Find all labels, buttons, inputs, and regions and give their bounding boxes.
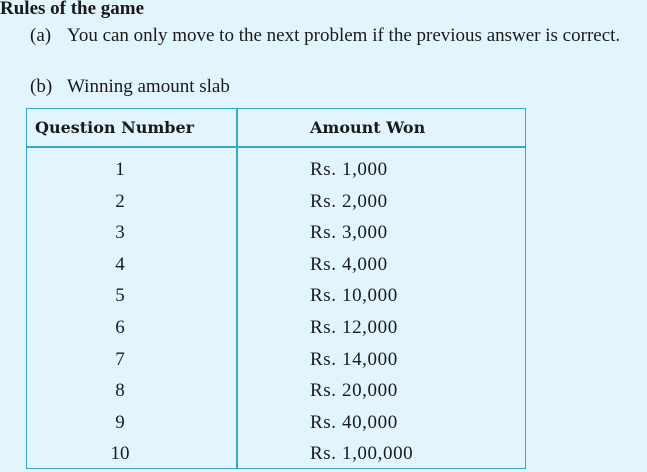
question-number-cell: 10: [110, 443, 130, 465]
header-amount-won: Amount Won: [310, 118, 426, 137]
question-number-cell: 1: [115, 159, 125, 180]
rule-marker: (a): [30, 25, 52, 46]
amount-won-cell: Rs. 40,000: [310, 411, 398, 433]
amount-won-cell: Rs. 4,000: [310, 253, 388, 275]
table-row: [27, 407, 525, 439]
amount-won-cell: Rs. 1,00,000: [310, 443, 414, 465]
question-number-cell: 7: [115, 348, 125, 370]
question-number-cell: 2: [115, 190, 125, 212]
amount-won-cell: Rs. 12,000: [310, 316, 398, 338]
header-divider: [27, 146, 525, 148]
question-number-cell: 5: [115, 285, 125, 307]
table-row: [27, 186, 525, 218]
table-row: [27, 438, 525, 470]
header-question-number: Question Number: [35, 118, 195, 137]
table-row: [27, 249, 525, 281]
amount-won-cell: Rs. 3,000: [310, 222, 388, 244]
amount-won-cell: Rs. 1,000: [310, 159, 388, 180]
rule-text: You can only move to the next problem if the previous answer is correct.: [67, 25, 621, 46]
table-row: [27, 280, 525, 312]
amount-won-cell: Rs. 20,000: [310, 380, 398, 402]
question-number-cell: 6: [115, 316, 125, 338]
rule-marker: (b): [30, 76, 53, 97]
question-number-cell: 9: [115, 411, 125, 433]
amount-won-cell: Rs. 14,000: [310, 348, 398, 370]
amount-won-cell: Rs. 10,000: [310, 285, 398, 307]
question-number-cell: 8: [115, 380, 125, 402]
question-number-cell: 4: [115, 253, 125, 275]
table-row: [27, 312, 525, 344]
rule-text: Winning amount slab: [67, 76, 230, 97]
amount-won-cell: Rs. 2,000: [310, 190, 388, 212]
table-row: [27, 217, 525, 249]
table-row: [27, 344, 525, 376]
winning-amount-table: [26, 108, 526, 469]
page-title: Rules of the game: [0, 0, 145, 19]
question-number-cell: 3: [115, 222, 125, 244]
table-row: [27, 154, 525, 186]
table-row: [27, 375, 525, 407]
table-body: [27, 154, 525, 470]
